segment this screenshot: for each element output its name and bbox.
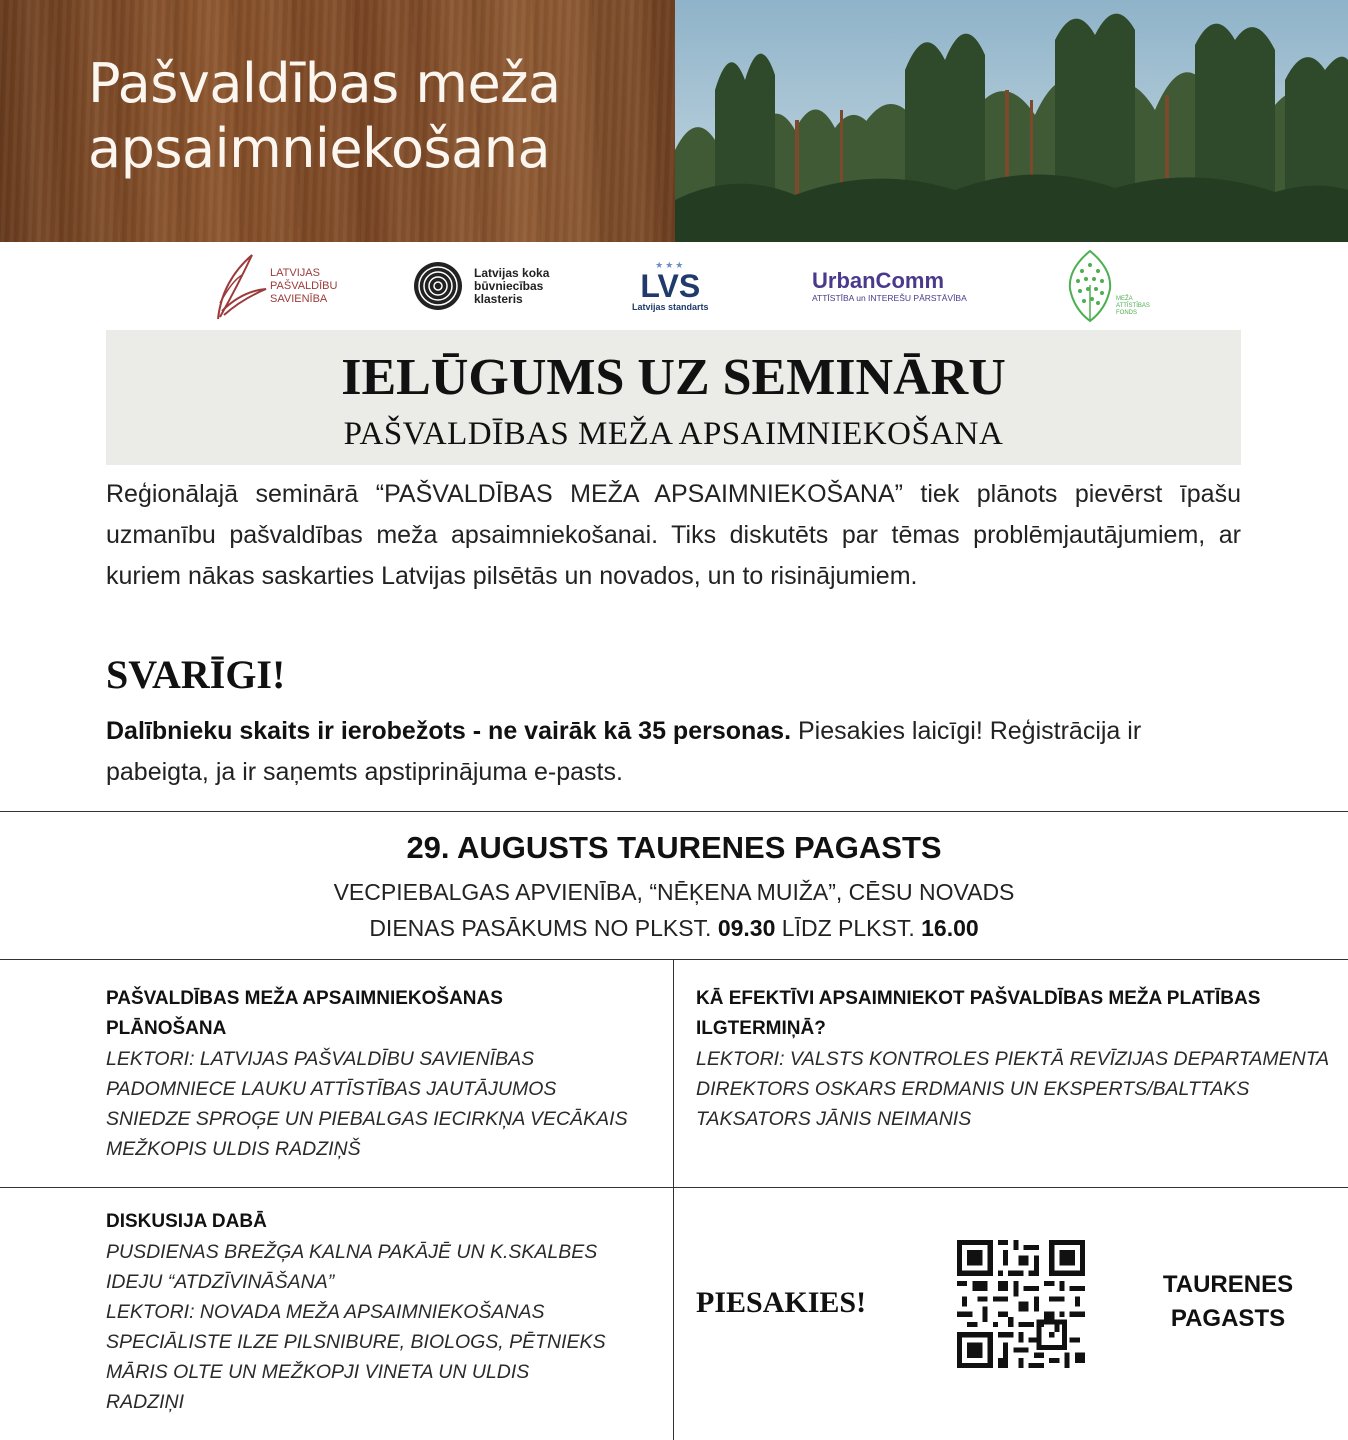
session-body-line: MEŽKOPIS ULDIS RADZIŅŠ [106, 1138, 361, 1160]
session-long-term [696, 984, 1341, 1134]
lvs-caption: Latvijas standarts [632, 301, 709, 312]
event-date-place: 29. AUGUSTS TAURENES PAGASTS [406, 830, 942, 865]
session-body-line: MĀRIS OLTE UN MEŽKOPJI VINETA UN ULDIS [106, 1361, 530, 1383]
urbancomm-caption: ATTĪSTĪBA un INTEREŠU PĀRSTĀVĪBA [812, 292, 967, 303]
session-body-line: IDEJU “ATDZĪVINĀŠANA” [106, 1271, 335, 1293]
lvs-stars-icon: ★★★ [655, 259, 686, 270]
register-label: PIESAKIES! [696, 1286, 867, 1319]
event-address: VECPIEBALGAS APVIENĪBA, “NĒĶENA MUIŽA”, CĒSU NOVADS [333, 879, 1015, 905]
session-lecturers [696, 1044, 1341, 1134]
session-body-line: LEKTORI: NOVADA MEŽA APSAIMNIEKOŠANAS [106, 1301, 545, 1323]
lvs-mark: LVS [640, 267, 701, 304]
important-bold-text: Dalībnieku skaits ir ierobežots - ne vairāk kā 35 personas. [106, 717, 792, 745]
session-body-line: SNIEDZE SPROĢE UN PIEBALGAS IECIRKŅA VECĀKAIS [106, 1108, 628, 1130]
session-lecturers [106, 1237, 666, 1417]
header-banner [0, 0, 1348, 242]
session-body-line: TAKSATORS JĀNIS NEIMANIS [696, 1108, 972, 1130]
session-nature-discussion [106, 1207, 666, 1417]
event-time-start: 09.30 [717, 915, 776, 941]
lps-leaf-icon [212, 251, 268, 321]
divider-event-bottom [0, 959, 1348, 960]
important-heading: SVARĪGI! [106, 652, 286, 697]
event-time-middle: LĪDZ PLKST. [775, 915, 922, 941]
logo-lvs [632, 246, 709, 326]
lps-line-2: PAŠVALDĪBU [270, 279, 338, 292]
logo-kbk [412, 246, 549, 326]
green-leaf-icon [1066, 249, 1114, 323]
session-title [106, 1207, 666, 1237]
qr-caption-line-2: PAGASTS [1170, 1305, 1286, 1332]
session-lecturers [106, 1044, 666, 1164]
session-body-line: LEKTORI: VALSTS KONTROLES PIEKTĀ REVĪZIJAS DEPARTAMENTA [696, 1048, 1330, 1070]
session-body-line: LEKTORI: LATVIJAS PAŠVALDĪBU SAVIENĪBAS [106, 1048, 535, 1070]
kbk-line-3: klasteris [474, 291, 523, 306]
intro-paragraph: Reģionālajā seminārā “PAŠVALDĪBAS MEŽA APSAIMNIEKOŠANA” tiek plānots pievērst īpašu uzmanību pašvaldības meža apsaimniekošanai. Tiks diskutēts par tēmas problēmjautājumiem, ar kuriem nākas saskarties Latvijas pilsētās un novados, un to risinājumiem. [106, 480, 1241, 590]
seminar-subtitle: PAŠVALDĪBAS MEŽA APSAIMNIEKOŠANA [343, 416, 1004, 452]
session-title-line-1: DISKUSIJA DABĀ [106, 1211, 267, 1232]
lps-line-1: LATVIJAS [270, 266, 320, 279]
session-title-line-1: PAŠVALDĪBAS MEŽA APSAIMNIEKOŠANAS [106, 988, 503, 1009]
divider-top [0, 811, 1348, 812]
event-time-prefix: DIENAS PASĀKUMS NO PLKST. [369, 915, 718, 941]
session-title-line-2: ILGTERMIŅĀ? [696, 1018, 826, 1039]
logo-urbancomm [812, 246, 967, 326]
important-paragraph [106, 711, 1241, 793]
event-time [0, 915, 1348, 942]
maf-line-3: FONDS [1116, 309, 1137, 316]
session-title-line-1: KĀ EFEKTĪVI APSAIMNIEKOT PAŠVALDĪBAS MEŽA PLATĪBAS [696, 988, 1261, 1009]
banner-title-line-1: Pašvaldības meža [88, 52, 561, 115]
maf-line-2: ATTĪSTĪBAS [1116, 302, 1150, 309]
qr-caption-line-1: TAURENES [1162, 1271, 1294, 1298]
session-body-line: PUSDIENAS BREŽĢA KALNA PAKĀJĒ UN K.SKALBES [106, 1241, 598, 1263]
qr-caption [1148, 1268, 1308, 1336]
session-title [106, 984, 666, 1044]
maf-line-1: MEŽA [1116, 295, 1133, 302]
invitation-title-box [106, 330, 1241, 465]
forest-illustration [675, 0, 1348, 242]
event-time-end: 16.00 [921, 915, 979, 941]
kbk-line-1: Latvijas koka [474, 265, 550, 280]
partner-logos [0, 246, 1348, 326]
session-body-line: PADOMNIECE LAUKU ATTĪSTĪBAS JAUTĀJUMOS [106, 1078, 557, 1100]
banner-title-line-2: apsaimniekošana [88, 116, 551, 180]
invitation-title: IELŪGUMS UZ SEMINĀRU [341, 349, 1006, 406]
logo-lps [212, 246, 337, 326]
divider-vertical [673, 959, 674, 1440]
important-regular-text: Piesakies laicīgi! Reģistrācija ir pabeigta, ja ir saņemts apstiprinājuma e-pasts. [106, 717, 1142, 786]
urbancomm-mark: UrbanComm [812, 267, 945, 293]
logo-maf [1066, 246, 1150, 326]
divider-sessions [0, 1187, 1348, 1188]
session-title-line-2: PLĀNOŠANA [106, 1018, 227, 1039]
kbk-line-2: būvniecības [474, 278, 544, 293]
forest-photo [675, 0, 1348, 242]
wood-texture-panel [0, 0, 675, 242]
session-body-line: RADZIŅI [106, 1391, 184, 1413]
session-planning [106, 984, 666, 1164]
session-body-line: DIREKTORS OSKARS ERDMANIS UN EKSPERTS/BALTTAKS [696, 1078, 1250, 1100]
banner-title [88, 52, 648, 182]
session-body-line: SPECIĀLISTE ILZE PILSNIBURE, BIOLOGS, PĒTNIEKS [106, 1331, 606, 1353]
lps-line-3: SAVIENĪBA [270, 292, 328, 305]
qr-code-icon[interactable] [957, 1240, 1085, 1368]
session-title [696, 984, 1341, 1044]
tree-rings-icon [412, 260, 464, 312]
